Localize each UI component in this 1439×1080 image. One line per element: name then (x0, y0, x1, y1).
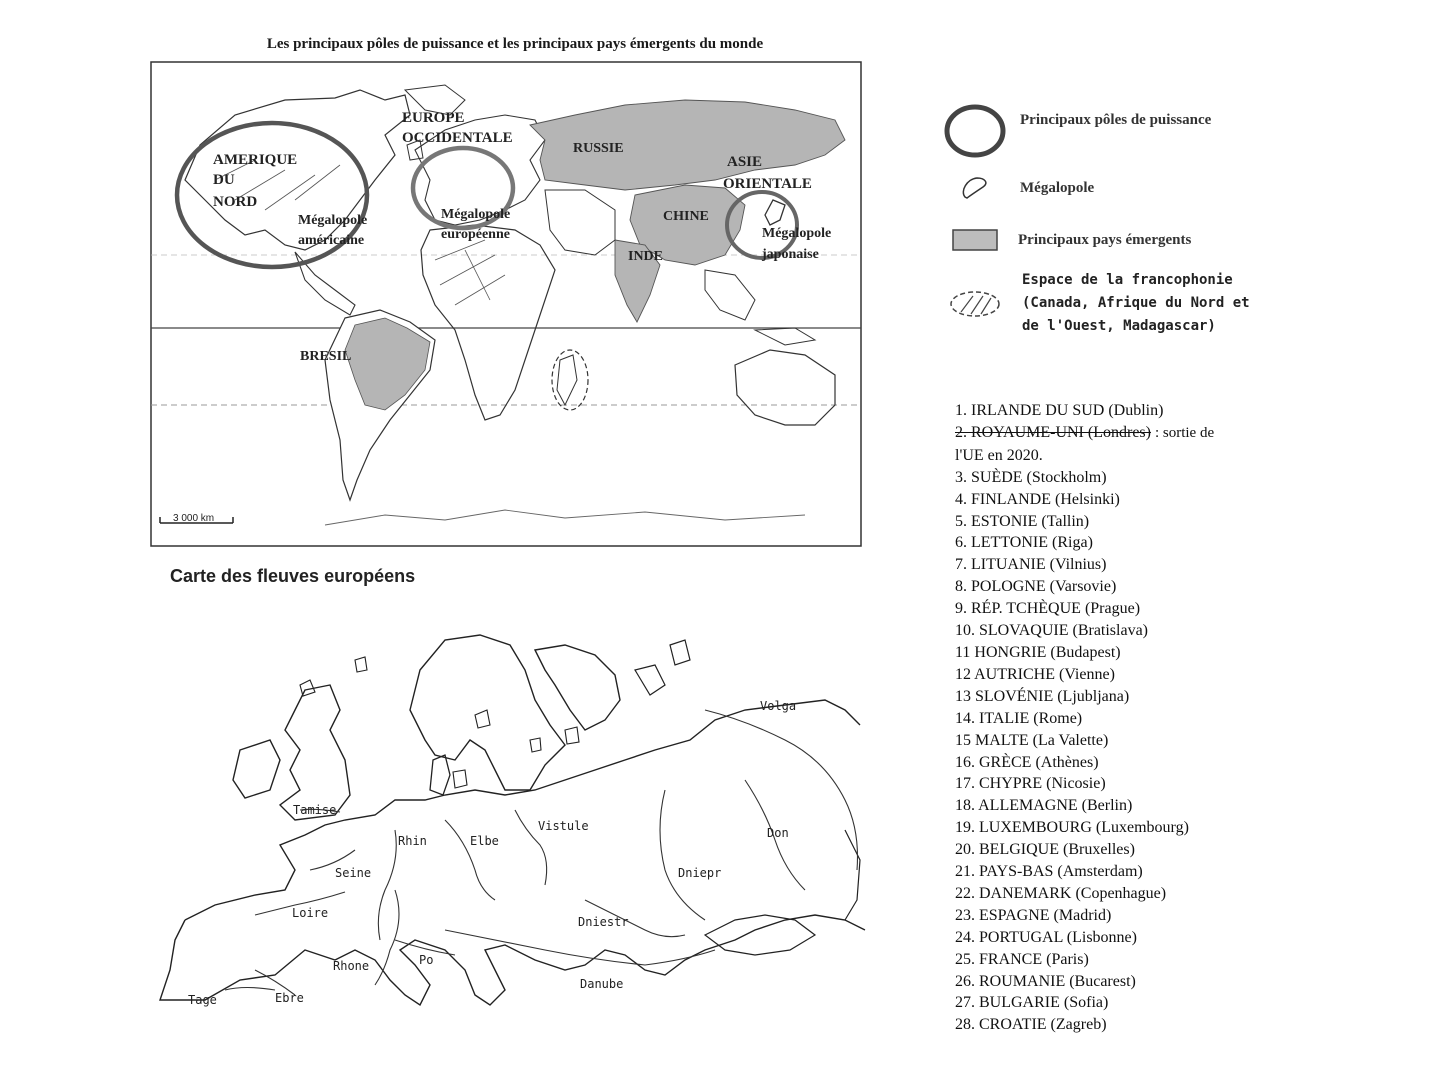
list-item: 20. BELGIQUE (Bruxelles) (955, 841, 1135, 859)
list-item: 28. CROATIE (Zagreb) (955, 1016, 1107, 1034)
label-europe-occidentale: EUROPE OCCIDENTALE (402, 110, 513, 146)
list-item: 6. LETTONIE (Riga) (955, 534, 1093, 552)
list-item: 27. BULGARIE (Sofia) (955, 994, 1109, 1012)
denmark-shape (430, 755, 450, 795)
label-megalopole-americaine: Mégalopole américaine (298, 213, 368, 248)
list-item: l'UE en 2020. (955, 446, 1043, 464)
list-item: 15 MALTE (La Valette) (955, 731, 1109, 749)
list-item: 1. IRLANDE DU SUD (Dublin) (955, 402, 1164, 419)
river-label-tage: Tage (188, 993, 217, 1007)
river-label-rhin: Rhin (398, 834, 427, 848)
map-legend (940, 95, 1320, 355)
label-megalopole-europeenne: Mégalopole européenne (441, 207, 511, 242)
list-item: 18. ALLEMAGNE (Berlin) (955, 797, 1133, 815)
megalopole-icon (955, 173, 995, 203)
label-asie-orientale: ASIE ORIENTALE (723, 154, 812, 192)
label-russie: RUSSIE (573, 141, 624, 156)
label-amerique-du-nord: AMERIQUE DU NORD (213, 152, 298, 210)
list-item: 19. LUXEMBOURG (Luxembourg) (955, 819, 1189, 837)
river-label-dniestr: Dniestr (578, 915, 629, 929)
river-label-dniepr: Dniepr (678, 866, 722, 880)
world-map-title: Les principaux pôles de puissance et les principaux pays émergents du monde (266, 36, 764, 52)
river-label-po: Po (419, 953, 434, 967)
eu-country-list (955, 400, 1285, 1036)
great-britain-shape (280, 685, 350, 820)
list-item: 23. ESPAGNE (Madrid) (955, 906, 1112, 924)
list-item: 21. PAYS-BAS (Amsterdam) (955, 863, 1143, 881)
label-megalopole-japonaise: Mégalopole japonaise (762, 226, 832, 262)
list-item: 11 HONGRIE (Budapest) (955, 643, 1121, 661)
europe-rivers-map (145, 630, 870, 1015)
list-item: 3. SUÈDE (Stockholm) (955, 468, 1107, 486)
black-sea-shape (705, 915, 815, 955)
river-label-seine: Seine (335, 866, 372, 880)
list-item: 26. ROUMANIE (Bucarest) (955, 972, 1136, 990)
list-item: 24. PORTUGAL (Lisbonne) (955, 928, 1137, 946)
europe-map-title: Carte des fleuves européens (170, 566, 416, 586)
river-label-rhone: Rhone (333, 959, 370, 973)
legend-item-pays-emergents: Principaux pays émergents (940, 227, 1191, 253)
circle-icon (943, 103, 1007, 159)
list-item: 9. RÉP. TCHÈQUE (Prague) (955, 600, 1141, 618)
list-item: 12 AUTRICHE (Vienne) (955, 665, 1115, 683)
list-item: 13 SLOVÉNIE (Ljubljana) (955, 687, 1130, 705)
list-item: 8. POLOGNE (Varsovie) (955, 578, 1117, 596)
list-item: 17. CHYPRE (Nicosie) (955, 775, 1106, 793)
river-label-danube: Danube (580, 977, 624, 991)
river-label-tamise: Tamise (293, 803, 337, 817)
label-bresil: BRESIL (300, 349, 352, 364)
scale-bar-label: 3 000 km (173, 513, 215, 524)
legend-item-francophonie: Espace de la francophonie (Canada, Afrique du Nord et de l'Ouest, Madagascar) (940, 269, 1250, 338)
list-item: 2. ROYAUME-UNI (Londres) : sortie de (955, 423, 1215, 441)
list-item: 16. GRÈCE (Athènes) (955, 753, 1099, 771)
legend-item-megalopole: Mégalopole (940, 173, 1094, 203)
river-label-loire: Loire (292, 906, 329, 920)
list-item: 4. FINLANDE (Helsinki) (955, 490, 1120, 508)
river-label-vistule: Vistule (538, 819, 589, 833)
list-item: 22. DANEMARK (Copenhague) (955, 884, 1167, 902)
list-item: 5. ESTONIE (Tallin) (955, 512, 1090, 530)
shaded-box-icon (950, 227, 1000, 253)
label-inde: INDE (628, 249, 664, 264)
list-item: 14. ITALIE (Rome) (955, 709, 1083, 727)
list-item: 10. SLOVAQUIE (Bratislava) (955, 622, 1149, 640)
river-label-volga: Volga (760, 699, 797, 713)
list-item: 25. FRANCE (Paris) (955, 950, 1089, 968)
ireland-shape (233, 740, 280, 798)
river-label-don: Don (767, 826, 789, 840)
continent-coastline (185, 700, 860, 920)
hatched-oval-icon (947, 288, 1003, 320)
label-chine: CHINE (663, 209, 709, 224)
legend-item-poles: Principaux pôles de puissance (940, 103, 1211, 159)
list-item: 7. LITUANIE (Vilnius) (955, 556, 1107, 574)
world-map (145, 60, 865, 548)
river-label-elbe: Elbe (470, 834, 499, 848)
river-label-ebre: Ebre (275, 991, 304, 1005)
